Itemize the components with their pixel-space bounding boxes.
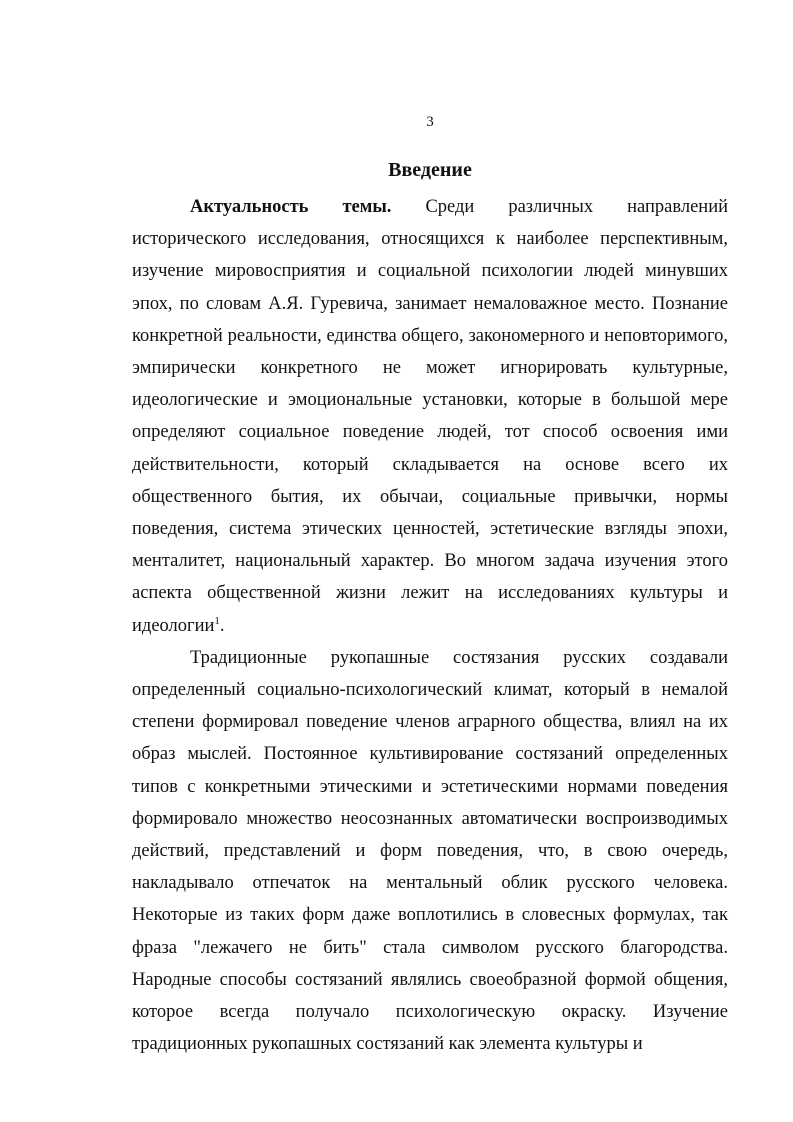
paragraph-traditional-contests: Традиционные рукопашные состязания русских создавали определенный социально-психологический климат, который в немалой степени формировал поведение членов аграрного общества, влиял на их образ мыслей. Постоянное культивирование состязаний определенных типов с конкретными этическими и эстетическими нормами поведения формировало множество неосознанных автоматически воспроизводимых действий, представлений и форм поведения, что, в свою очередь, накладывало отпечаток на ментальный облик русского человека. Некоторые из таких форм даже воплотились в словесных формулах, так фраза "лежачего не бить" стала символом русского благородства. Народные способы состязаний являлись своеобразной формой общения, которое всегда получало психологическую окраску. Изучение традиционных рукопашных состязаний как элемента культуры и	[132, 647, 728, 1055]
relevance-lead: Актуальность темы.	[190, 197, 392, 217]
footnote-marker: 1	[214, 614, 220, 627]
page-number: 3	[426, 114, 434, 130]
relevance-end: .	[219, 615, 225, 636]
paragraph-relevance	[132, 191, 728, 642]
body-text	[132, 191, 728, 1060]
section-heading: Введение	[388, 159, 472, 181]
relevance-text: Среди различных направлений исторического исследования, относящихся к наиболее перспективным, изучение мировосприятия и социальной психологии людей минувших эпох, по словам А.Я. Гуревича, занимает немаловажное место. Познание конкретной реальности, единства общего, закономерного и неповторимого, эмпирически конкретного не может игнорировать культурные, идеологические и эмоциональные установки, которые в большой мере определяют социальное поведение людей, тот способ освоения ими действительности, который складывается на основе всего их общественного бытия, их обычаи, социальные привычки, нормы поведения, система этических ценностей, эстетические взгляды эпохи, менталитет, национальный характер. Во многом задача изучения этого аспекта общественной жизни лежит на исследованиях культуры и идеологии	[132, 197, 728, 636]
